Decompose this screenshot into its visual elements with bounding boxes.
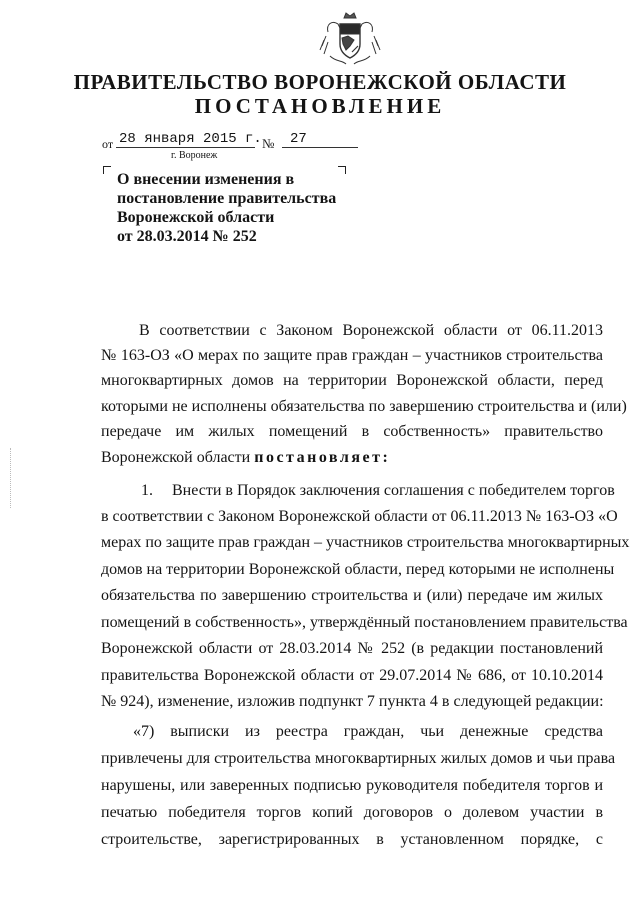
scan-margin-mark: [10, 448, 12, 508]
document-date: 28 января 2015 г.: [116, 131, 255, 148]
document-number: 27: [282, 131, 358, 148]
body-line: [101, 449, 390, 471]
body-line: Воронежской области от 28.03.2014 № 252 (в редакции постановлений: [101, 640, 603, 657]
body-line: печатью победителя торгов копий договоров о долевом участии в: [101, 804, 603, 821]
body-line: обязательства по завершению строительства и (или) передаче им жилых: [101, 587, 603, 604]
organization-title: ПРАВИТЕЛЬСТВО ВОРОНЕЖСКОЙ ОБЛАСТИ: [73, 70, 567, 94]
number-label: №: [262, 136, 275, 151]
document-type-title: ПОСТАНОВЛЕНИЕ: [194, 94, 446, 118]
subject-line: от 28.03.2014 № 252: [117, 228, 257, 245]
document-subject: [117, 170, 367, 246]
resolution-keyword: постановляет:: [254, 449, 391, 466]
subject-line: Воронежской области: [117, 209, 275, 226]
subject-left-bracket: [103, 166, 111, 174]
body-line: В соответствии с Законом Воронежской области от 06.11.2013: [139, 322, 603, 339]
body-line: правительства Воронежской области от 29.07.2014 № 686, от 10.10.2014: [101, 667, 603, 684]
body-line: передаче им жилых помещений в собственность» правительство: [101, 423, 603, 440]
body-line: Внести в Порядок заключения соглашения с победителем торгов: [172, 482, 615, 499]
body-line: нарушены, или заверенных подписью руководителя победителя торгов и: [101, 777, 603, 794]
body-line: привлечены для строительства многоквартирных жилых домов и чьи права: [101, 750, 616, 767]
body-line: которыми не исполнены обязательства по завершению строительства и (или): [101, 398, 627, 415]
body-line: в соответствии с Законом Воронежской области от 06.11.2013 № 163-ОЗ «О: [101, 508, 618, 525]
body-line: помещений в собственность», утверждённый постановлением правительства: [101, 614, 628, 631]
date-prefix: от: [102, 137, 114, 151]
body-line-text: Воронежской области: [101, 449, 251, 466]
body-line: строительстве, зарегистрированных в установленном порядке, с: [101, 831, 603, 848]
body-line: домов на территории Воронежской области, перед которыми не исполнены: [101, 561, 615, 578]
document-place: г. Воронеж: [171, 150, 218, 161]
body-line: «7) выписки из реестра граждан, чьи денежные средства: [133, 723, 603, 740]
body-line: мерах по защите прав граждан – участников строительства многоквартирных: [101, 534, 630, 551]
coat-of-arms-emblem: [318, 10, 382, 70]
body-line: № 163-ОЗ «О мерах по защите прав граждан – участников строительства: [101, 347, 603, 364]
body-line: № 924), изменение, изложив подпункт 7 пункта 4 в следующей редакции:: [101, 693, 604, 710]
body-line: многоквартирных домов на территории Воронежской области, перед: [101, 372, 603, 389]
subject-line: постановление правительства: [117, 190, 337, 207]
item-number: 1.: [141, 482, 153, 499]
subject-line: О внесении изменения в: [117, 171, 295, 188]
